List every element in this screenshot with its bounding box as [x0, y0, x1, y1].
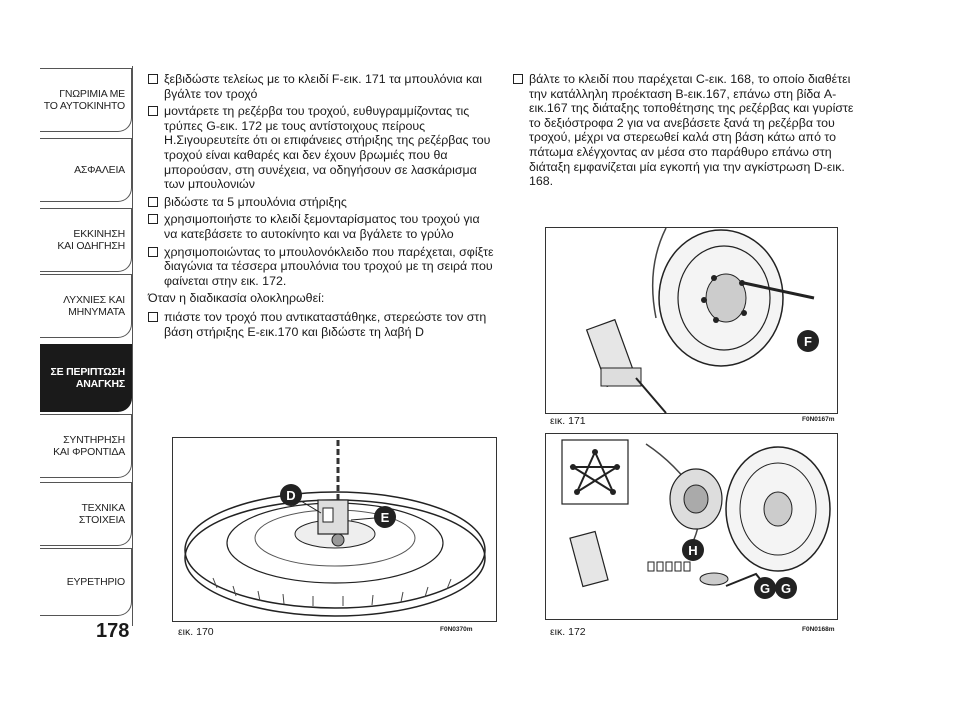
- checkbox-bullet-icon: [148, 74, 158, 84]
- tab-label-line1: ΕΚΚΙΝΗΣΗ: [73, 228, 125, 240]
- tab-label-line1: ΣΕ ΠΕΡΙΠΤΩΣΗ: [50, 366, 125, 378]
- list-item: [148, 310, 496, 339]
- spare-mounting-illustration: [546, 434, 839, 621]
- figure-171: [545, 227, 838, 414]
- figure-code: F0N0370m: [440, 626, 473, 633]
- tab-label-line2: ΚΑΙ ΦΡΟΝΤΙΔΑ: [53, 446, 125, 458]
- tab-label-line2: ΜΗΝΥΜΑΤΑ: [68, 306, 125, 318]
- list-item: [148, 104, 496, 192]
- checkbox-bullet-icon: [148, 197, 158, 207]
- tab-label-line1: ΕΥΡΕΤΗΡΙΟ: [66, 576, 125, 588]
- tab-technical-data[interactable]: [40, 482, 132, 546]
- list-item-text: χρησιμοποιήστε το κλειδί ξεμονταρίσματος του τροχού για να κατεβάσετε το αυτοκίνητο και να βγάλετε το γρύλο: [164, 212, 480, 241]
- callout-label: E: [380, 510, 390, 525]
- tabs-divider: [132, 66, 133, 626]
- tab-label-line1: ΛΥΧΝΙΕΣ ΚΑΙ: [63, 294, 125, 306]
- list-item-text: βιδώστε τα 5 μπουλόνια στήριξης: [164, 194, 347, 209]
- figure-code: F0N0168m: [802, 626, 835, 633]
- list-item-text: ξεβιδώστε τελείως με το κλειδί F-εικ. 171 τα μπουλόνια και βγάλτε τον τροχό: [164, 72, 483, 101]
- checkbox-bullet-icon: [513, 74, 523, 84]
- section-intro-text: Όταν η διαδικασία ολοκληρωθεί:: [148, 291, 325, 306]
- callout-label: H: [688, 543, 698, 558]
- instructions-column-right: [513, 72, 863, 192]
- callout-label: G: [759, 581, 771, 596]
- list-item: [148, 195, 496, 210]
- callout-label: D: [286, 488, 296, 503]
- tab-label-line1: ΣΥΝΤΗΡΗΣΗ: [63, 434, 125, 446]
- checkbox-bullet-icon: [148, 312, 158, 322]
- list-item-text: μοντάρετε τη ρεζέρβα του τροχού, ευθυγραμμίζοντας τις τρύπες G-εικ. 172 με τους αντίστοιχους πείρους Η.Σιγουρευτείτε ότι οι επιφάνειες στήριξης της ρεζέρβας του τροχού είναι καθαρές και δεν έχουν βρωμιές που θα μπορούσαν, στη συνέχεια, να οδηγήσουν σε λασκάρισμα των μπουλονιών: [164, 104, 491, 192]
- tab-emergency[interactable]: [40, 344, 132, 412]
- spare-wheel-illustration: [173, 438, 498, 623]
- page-number: 178: [96, 620, 130, 642]
- list-item: [148, 72, 496, 101]
- tab-starting-driving[interactable]: [40, 208, 132, 272]
- figure-caption: εικ. 172: [550, 626, 586, 638]
- tab-label-line1: ΓΝΩΡΙΜΙΑ ΜΕ: [59, 88, 125, 100]
- tab-label-line2: ΚΑΙ ΟΔΗΓΗΣΗ: [57, 240, 125, 252]
- checkbox-bullet-icon: [148, 247, 158, 257]
- tab-safety[interactable]: [40, 138, 132, 202]
- figure-code: F0N0167m: [802, 416, 835, 423]
- tab-label-line1: ΤΕΧΝΙΚΑ: [81, 502, 125, 514]
- figure-caption: εικ. 171: [550, 415, 586, 427]
- tab-maintenance[interactable]: [40, 414, 132, 478]
- list-item-text: πιάστε τον τροχό που αντικαταστάθηκε, στερεώστε τον στη βάση στήριξης E-εικ.170 και βιδώστε τη λαβή D: [164, 309, 487, 339]
- callout-label: G: [780, 581, 792, 596]
- tab-label-line2: ΑΝΑΓΚΗΣ: [75, 378, 125, 390]
- tab-label-line2: ΣΤΟΙΧΕΙΑ: [78, 514, 125, 526]
- list-item: [513, 72, 863, 189]
- checkbox-bullet-icon: [148, 106, 158, 116]
- instructions-column-left: [148, 72, 496, 342]
- tab-getting-to-know[interactable]: [40, 68, 132, 132]
- figure-caption: εικ. 170: [178, 626, 214, 638]
- checkbox-bullet-icon: [148, 214, 158, 224]
- figure-172: [545, 433, 838, 620]
- callout-label: F: [804, 334, 812, 349]
- tab-index[interactable]: [40, 548, 132, 616]
- list-item-text: βάλτε το κλειδί που παρέχεται C-εικ. 168, το οποίο διαθέτει την κατάλληλη προέκταση B-εικ.167, επάνω στη βίδα A-εικ.167 της διάταξης τοποθέτησης της ρεζέρβας και γυρίστε το δεξιόστροφα 2 για να ανεβάσετε ξανά τη ρεζέρβα του τροχού, μέχρι να στερεωθεί καλά στη βάση κάτω από το πάτωμα ελέγχοντας αν μέσα στο παράθυρο επάνω στη διάταξη εμφανίζεται μία εγκοπή για την αγκίστρωση D-εικ. 168.: [529, 72, 854, 189]
- list-item-text: χρησιμοποιώντας το μπουλονόκλειδο που παρέχεται, σφίξτε διαγώνια τα τέσσερα μπουλόνια του τροχού με τη σειρά που φαίνεται στην εικ. 172.: [164, 244, 494, 288]
- tab-label-line2: ΤΟ ΑΥΤΟΚΙΝΗΤΟ: [43, 100, 125, 112]
- list-item: [148, 245, 496, 289]
- tab-warning-lights[interactable]: [40, 274, 132, 338]
- wheel-removal-illustration: [546, 228, 839, 415]
- tab-label-line1: ΑΣΦΑΛΕΙΑ: [74, 164, 125, 176]
- list-item: [148, 212, 496, 241]
- figure-170: [172, 437, 497, 622]
